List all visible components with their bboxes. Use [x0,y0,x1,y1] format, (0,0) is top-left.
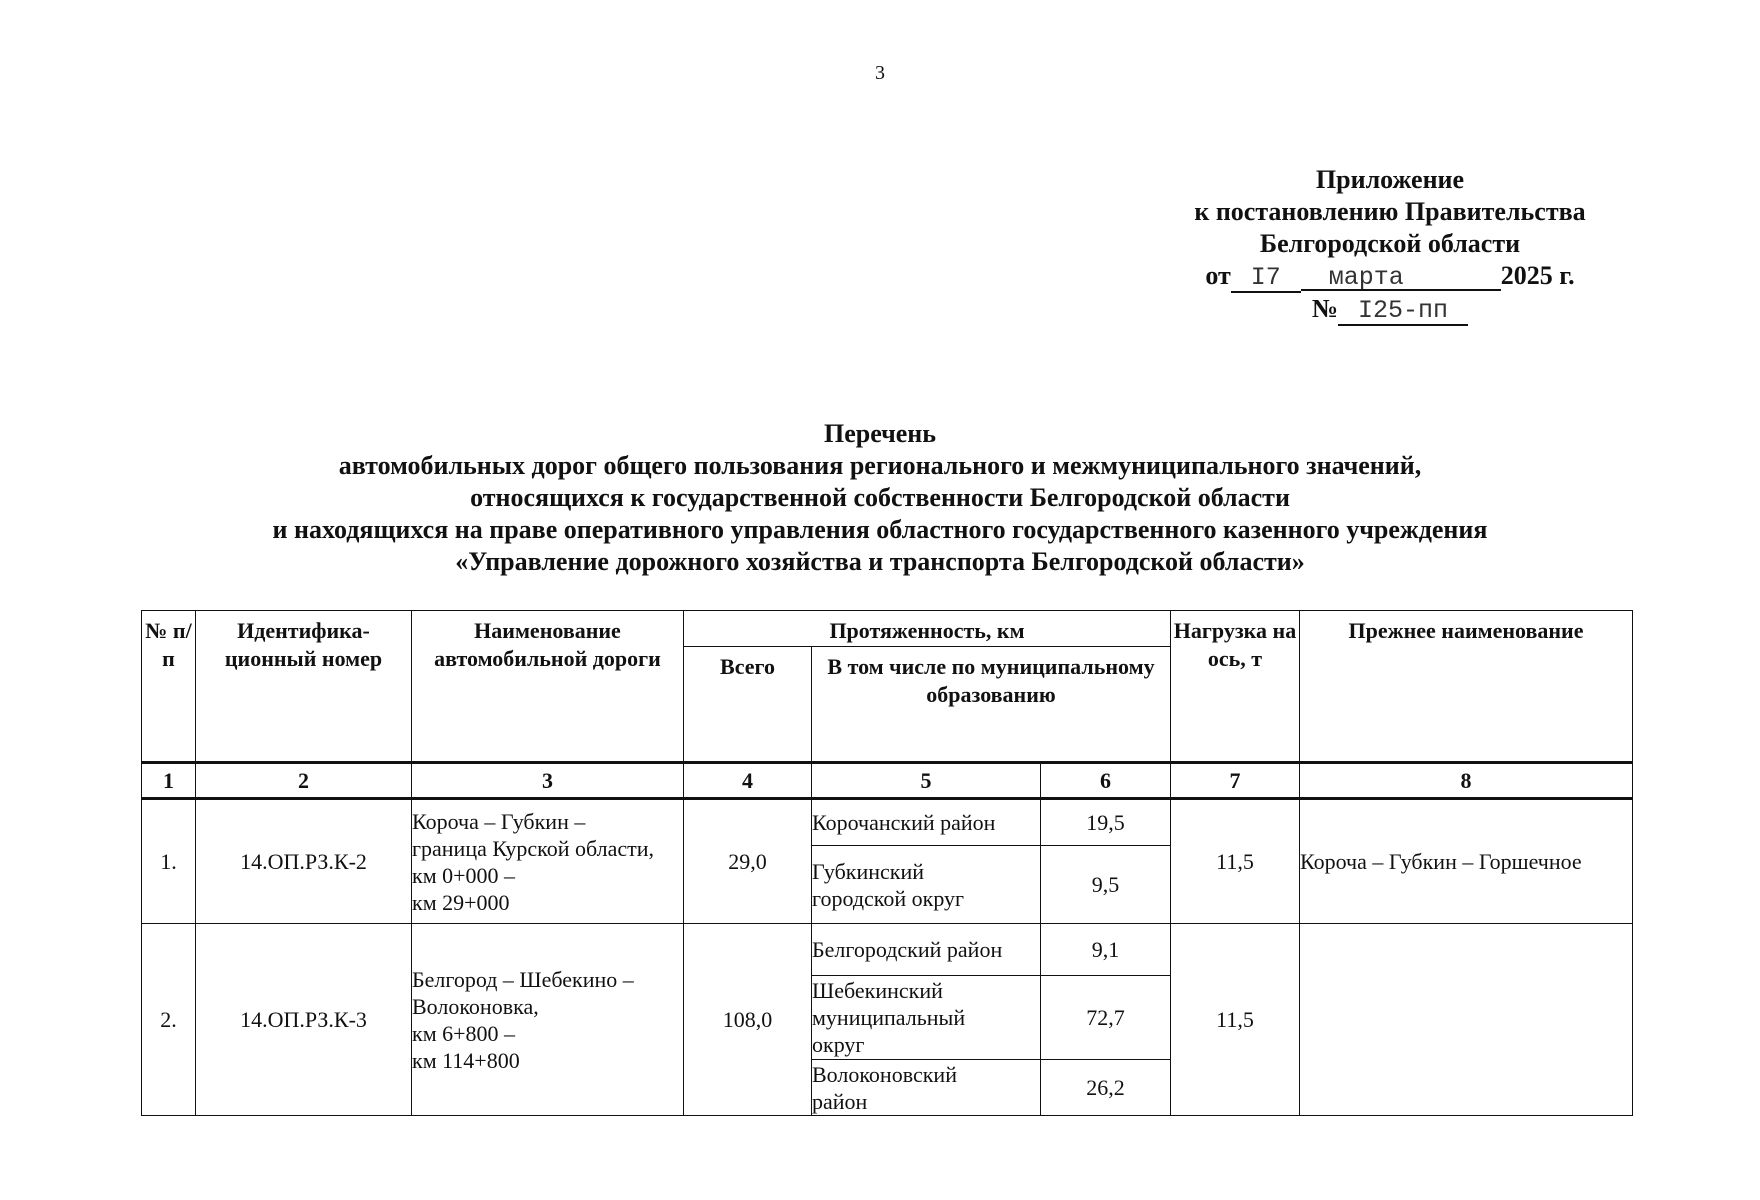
municipality-name-line: округ [812,1032,865,1057]
date-month: марта [1301,263,1501,291]
appendix-region-line: Белгородской области [1259,229,1521,258]
municipality-name [812,976,1041,1060]
road-total-length: 29,0 [684,799,812,924]
municipality-name [812,924,1041,976]
column-number: 7 [1171,763,1300,799]
header-by-municipality: В том числе по муниципальному образованию [812,647,1171,763]
column-number: 3 [412,763,684,799]
municipality-name-line: городской округ [812,885,965,911]
municipality-name [812,1060,1041,1116]
road-name-line: км 114+800 [412,1047,520,1073]
former-name: Короча – Губкин – Горшечное [1300,799,1633,924]
date-day: I7 [1231,263,1301,293]
column-number: 2 [196,763,412,799]
road-id: 14.ОП.РЗ.К-2 [196,799,412,924]
road-name-line: км 6+800 – [412,1020,516,1046]
municipality-name-line: Губкинский [812,858,925,884]
municipality-length: 26,2 [1041,1060,1171,1116]
title-line-1: Перечень [823,419,937,448]
appendix-date-line [1120,260,1660,293]
road-total-length: 108,0 [684,924,812,1116]
column-numbers-row [142,763,1633,799]
resolution-number: I25-пп [1338,296,1468,326]
title-line-3: относящихся к государственной собственности Белгородской области [470,483,1290,512]
appendix-resolution-line: к постановлению Правительства [1194,197,1586,226]
header-num: № п/п [142,611,196,763]
title-line-2: автомобильных дорог общего пользования регионального и межмуниципального значений, [338,451,1422,480]
document-title [0,418,1760,578]
municipality-length: 19,5 [1041,799,1171,846]
row-number: 1. [142,799,196,924]
municipality-length: 72,7 [1041,976,1171,1060]
column-number: 5 [812,763,1041,799]
page-number: 3 [875,62,885,84]
title-line-5: «Управление дорожного хозяйства и транспорта Белгородской области» [455,547,1305,576]
municipality-name-line: Белгородский район [812,937,1003,962]
roads-table [141,610,1633,1116]
road-name [412,799,684,924]
header-length: Протяженность, км [684,611,1171,647]
road-name-line: км 29+000 [412,889,510,915]
road-name-line: Короча – Губкин – [412,808,586,834]
road-name-line: Белгород – Шебекино – [412,966,634,992]
header-former-name: Прежнее наименование [1300,611,1633,763]
municipality-name-line: Шебекинский [812,978,943,1003]
municipality-name-line: Корочанский район [812,810,996,835]
road-name-line: граница Курской области, [412,835,655,861]
header-axle-load: Нагрузка на ось, т [1171,611,1300,763]
road-name-line: км 0+000 – [412,862,516,888]
column-number: 6 [1041,763,1171,799]
number-prefix: № [1311,294,1339,323]
axle-load: 11,5 [1171,924,1300,1116]
municipality-name-line: Волоконовский [812,1061,957,1087]
former-name [1300,924,1633,1116]
column-number: 8 [1300,763,1633,799]
table-row [142,924,1633,976]
municipality-length: 9,1 [1041,924,1171,976]
axle-load: 11,5 [1171,799,1300,924]
municipality-name-line: район [812,1088,868,1114]
appendix-number-line [1120,293,1660,326]
road-name-line: Волоконовка, [412,993,539,1019]
municipality-name [812,799,1041,846]
municipality-name [812,846,1041,924]
date-year: 2025 г. [1500,261,1575,290]
header-name: Наименование автомобильной дороги [412,611,684,763]
date-prefix: от [1205,261,1231,290]
column-number: 1 [142,763,196,799]
municipality-name-line: муниципальный [812,1005,966,1030]
municipality-length: 9,5 [1041,846,1171,924]
road-id: 14.ОП.РЗ.К-3 [196,924,412,1116]
table-row [142,799,1633,846]
appendix-title: Приложение [1315,165,1465,194]
column-number: 4 [684,763,812,799]
header-id: Идентифика-ционный номер [196,611,412,763]
road-name [412,924,684,1116]
appendix-header [1120,164,1660,326]
row-number: 2. [142,924,196,1116]
header-total: Всего [684,647,812,763]
title-line-4: и находящихся на праве оперативного управления областного государственного казенного учреждения [272,515,1488,544]
